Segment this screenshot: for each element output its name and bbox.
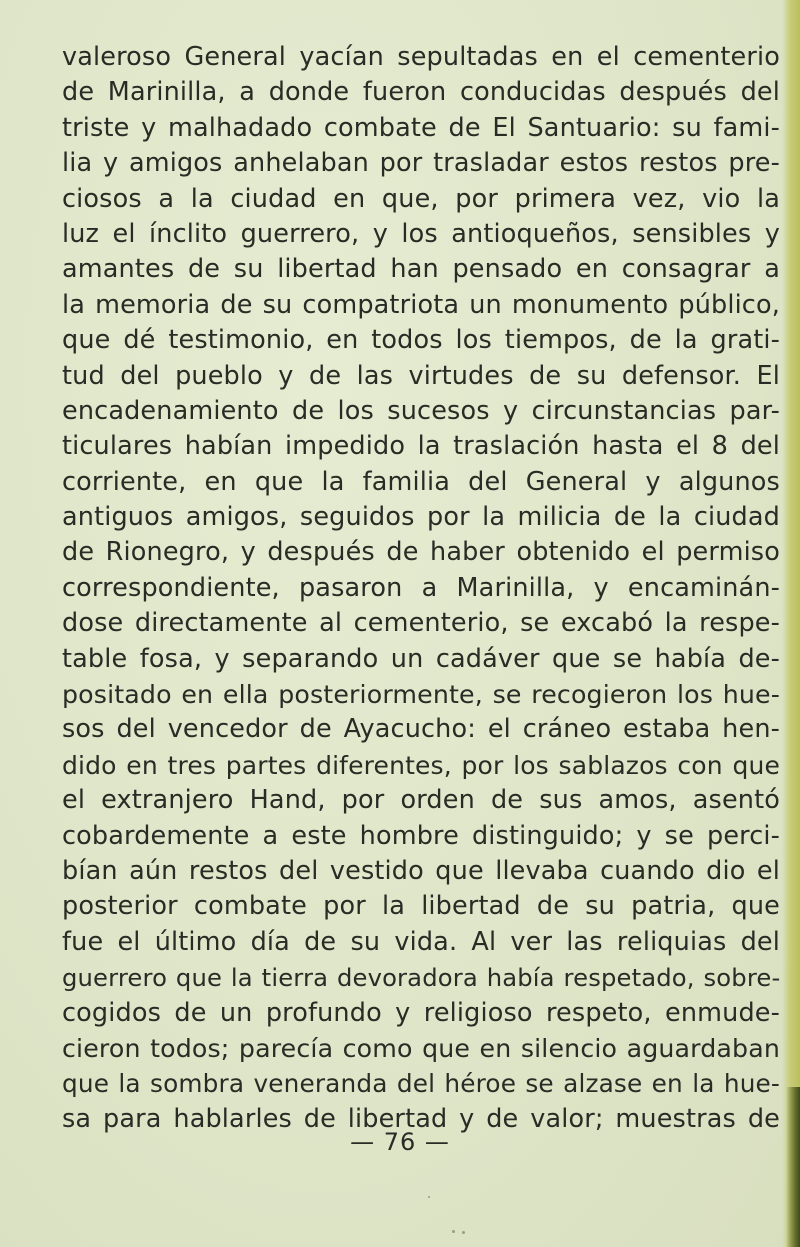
text-line: de Marinilla, a donde fueron conducidas después del <box>62 77 780 108</box>
text-line: bían aún restos del vestido que llevaba cuando dio el <box>62 855 780 886</box>
text-line: que dé testimonio, en todos los tiempos, de la grati- <box>62 325 780 356</box>
body-text <box>62 40 780 1137</box>
paper-speck <box>428 1196 430 1198</box>
text-line: amantes de su libertad han pensado en consagrar a <box>62 254 780 285</box>
text-line: la memoria de su compatriota un monumento público, <box>62 289 780 320</box>
paper-speck <box>452 1230 455 1233</box>
text-line: fue el último día de su vida. Al ver las reliquias del <box>62 926 780 957</box>
text-line: corriente, en que la familia del General y algunos <box>62 466 780 497</box>
text-line: table fosa, y separando un cadáver que se había de- <box>62 643 780 674</box>
text-line: ticulares habían impedido la traslación hasta el 8 del <box>62 431 780 462</box>
text-line: positado en ella posteriormente, se recogieron los hue- <box>62 680 780 710</box>
text-line: lia y amigos anhelaban por trasladar estos restos pre- <box>62 148 780 179</box>
page-edge-shadow <box>782 0 800 1247</box>
paper-speck <box>462 1231 465 1234</box>
text-line: encadenamiento de los sucesos y circunstancias par- <box>62 395 780 426</box>
text-line: dido en tres partes diferentes, por los sablazos con que <box>62 750 780 780</box>
text-line: cogidos de un profundo y religioso respeto, enmude- <box>62 997 780 1028</box>
text-line: sos del vencedor de Ayacucho: el cráneo estaba hen- <box>62 714 780 745</box>
text-line: antiguos amigos, seguidos por la milicia de la ciudad <box>62 502 780 533</box>
text-line: dose directamente al cementerio, se excabó la respe- <box>62 608 780 639</box>
text-line: posterior combate por la libertad de su patria, que <box>62 891 780 922</box>
text-line: guerrero que la tierra devoradora había respetado, sobre- <box>62 963 781 993</box>
text-line: luz el ínclito guerrero, y los antioqueños, sensibles y <box>62 218 780 249</box>
text-line: el extranjero Hand, por orden de sus amos, asentó <box>62 785 780 816</box>
page-number: — 76 — <box>350 1128 450 1156</box>
text-line: correspondiente, pasaron a Marinilla, y encaminán- <box>62 572 780 603</box>
text-line: ciosos a la ciudad en que, por primera vez, vio la <box>62 183 780 214</box>
text-line: que la sombra veneranda del héroe se alzase en la hue- <box>62 1069 780 1099</box>
text-line: cobardemente a este hombre distinguido; y se perci- <box>62 820 780 851</box>
text-line: triste y malhadado combate de El Santuario: su fami- <box>62 112 780 143</box>
text-line: de Rionegro, y después de haber obtenido el permiso <box>62 537 780 568</box>
text-line: sa para hablarles de libertad y de valor; muestras de <box>62 1103 780 1134</box>
text-line: cieron todos; parecía como que en silencio aguardaban <box>62 1033 780 1063</box>
text-line: valeroso General yacían sepultadas en el cementerio <box>62 42 780 72</box>
text-line: tud del pueblo y de las virtudes de su defensor. El <box>62 360 780 391</box>
page-edge-dark-corner <box>786 1087 800 1247</box>
